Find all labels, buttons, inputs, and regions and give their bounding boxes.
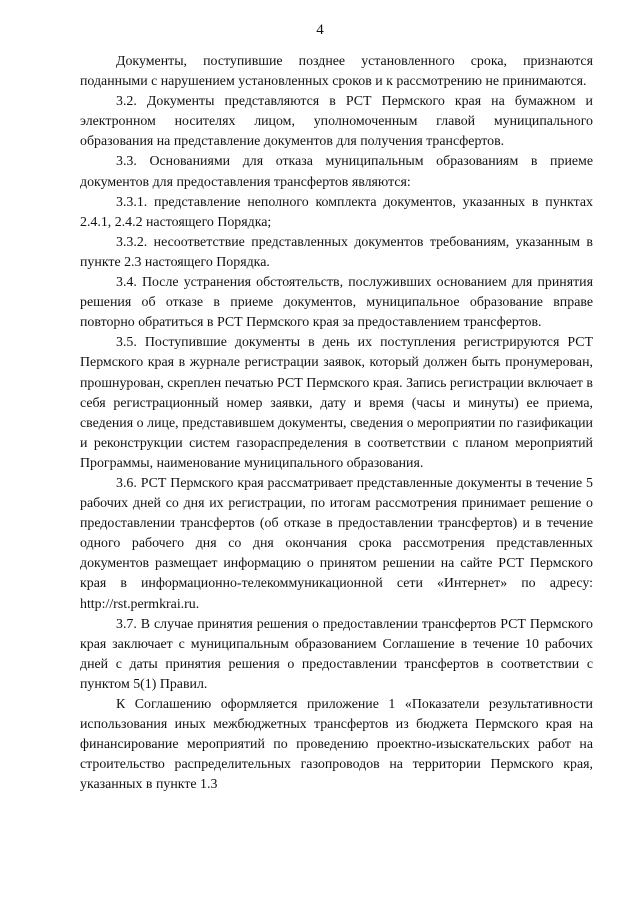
paragraph-3-7: 3.7. В случае принятия решения о предоставлении трансфертов РСТ Пермского края заключает с муниципальным образованием Соглашение в течение 10 рабочих дней с даты принятия решения о предоставлении трансфертов в соответствии с пунктом 5(1) Правил. — [80, 616, 593, 692]
paragraph-3-4: 3.4. После устранения обстоятельств, послуживших основанием для принятия решения об отказе в приеме документов, муниципальное образование вправе повторно обратиться в РСТ Пермского края за предоставлением трансфертов. — [80, 275, 593, 331]
page-number: 4 — [316, 22, 324, 38]
paragraph-3-3-2: 3.3.2. несоответствие представленных документов требованиям, указанным в пункте 2.3 настоящего Порядка. — [80, 234, 593, 270]
paragraph-late-documents: Документы, поступившие позднее установленного срока, признаются поданными с нарушением установленных сроков и к рассмотрению не принимаются. — [80, 54, 593, 90]
document-body — [80, 52, 593, 795]
paragraph-3-6: 3.6. РСТ Пермского края рассматривает представленные документы в течение 5 рабочих дней со дня их регистрации, по итогам рассмотрения принимает решение о предоставлении трансфертов (об отказе в предоставлении трансфертов) и в течение одного рабочего дня со дня окончания срока рассмотрения представленных документов размещает информацию о принятом решении на сайте РСТ Пермского края в информационно-телекоммуникационной сети «Интернет» по адресу: http://rst.permkrai.ru. — [80, 475, 593, 612]
paragraph-3-2: 3.2. Документы представляются в РСТ Пермского края на бумажном и электронном носителях лицом, уполномоченным главой муниципального образования на представление документов для получения трансфертов. — [80, 94, 593, 150]
paragraph-appendix: К Соглашению оформляется приложение 1 «Показатели результативности использования иных межбюджетных трансфертов из бюджета Пермского края на финансирование мероприятий по проведению проектно-изыскательских работ на строительство распределительных газопроводов на территории Пермского края, указанных в пункте 1.3 — [80, 697, 593, 793]
paragraph-3-5: 3.5. Поступившие документы в день их поступления регистрируются РСТ Пермского края в журнале регистрации заявок, который должен быть пронумерован, прошнурован, скреплен печатью РСТ Пермского края. Запись регистрации включает в себя регистрационный номер заявки, дату и время (часы и минуты) ее приема, сведения о лице, представившем документы, сведения о мероприятии по газификации и реконструкции систем газораспределения в соответствии с планом мероприятий Программы, наименование муниципального образования. — [80, 335, 593, 471]
paragraph-3-3: 3.3. Основаниями для отказа муниципальным образованиям в приеме документов для предоставления трансфертов являются: — [80, 154, 593, 190]
paragraph-3-3-1: 3.3.1. представление неполного комплекта документов, указанных в пунктах 2.4.1, 2.4.2 настоящего Порядка; — [80, 194, 593, 230]
